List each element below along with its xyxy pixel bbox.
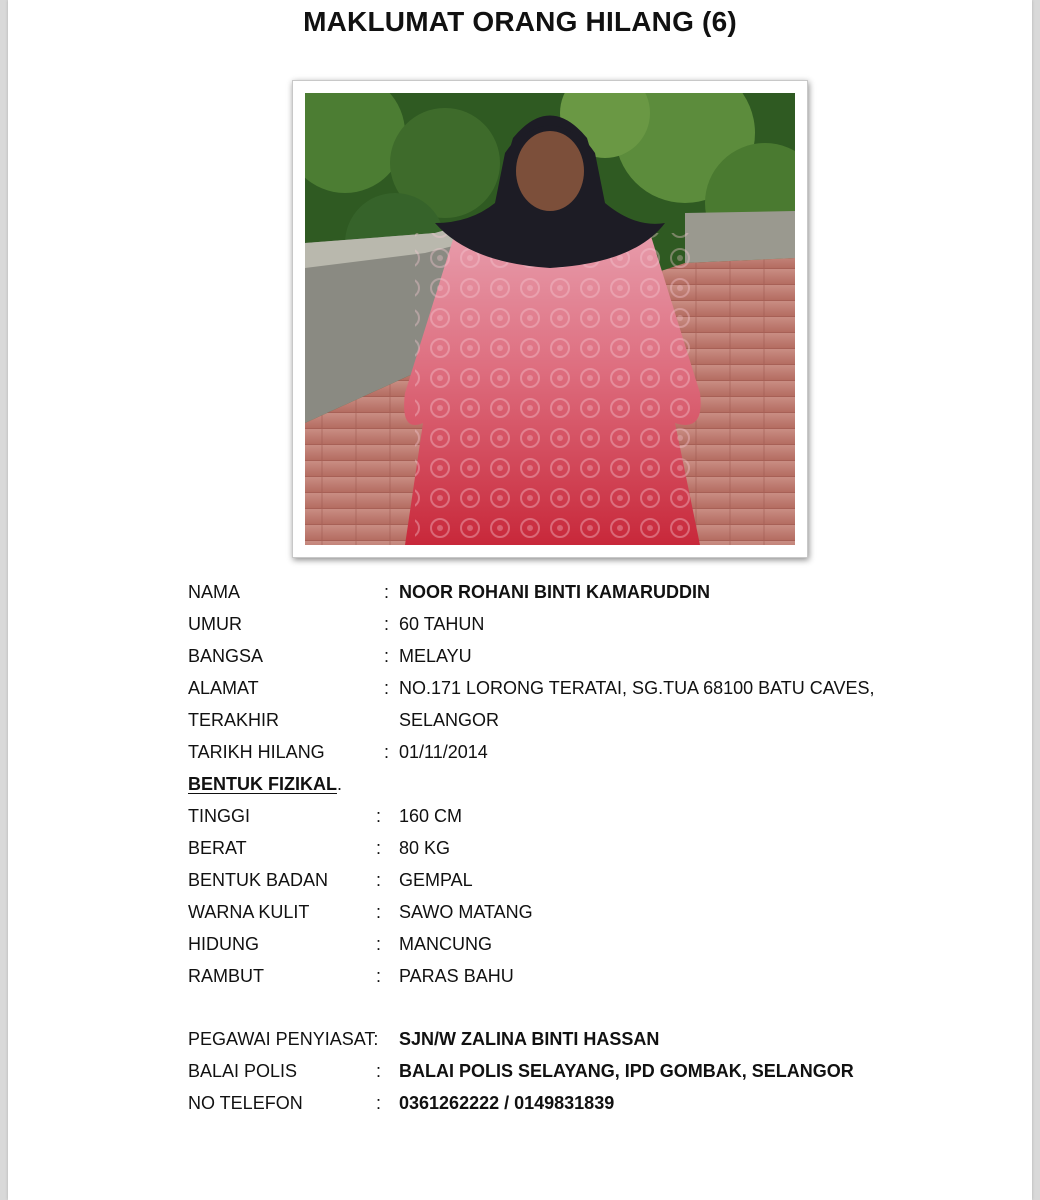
rambut-label: RAMBUT: [188, 966, 264, 986]
document-page: [8, 0, 1032, 1200]
alamat-value: NO.171 LORONG TERATAI, SG.TUA 68100 BATU CAVES,: [399, 678, 875, 698]
separator: :: [376, 934, 382, 954]
page-title: MAKLUMAT ORANG HILANG (6): [303, 6, 737, 37]
hidung-value: MANCUNG: [399, 934, 492, 954]
nama-value: NOOR ROHANI BINTI KAMARUDDIN: [399, 582, 710, 602]
balai-value: BALAI POLIS SELAYANG, IPD GOMBAK, SELANGOR: [399, 1061, 854, 1081]
berat-value: 80 KG: [399, 838, 451, 858]
umur-label: UMUR: [188, 614, 242, 634]
separator: :: [384, 678, 390, 698]
telefon-value: 0361262222 / 0149831839: [399, 1093, 615, 1113]
separator: :: [376, 870, 382, 890]
tarikh-hilang-value: 01/11/2014: [399, 742, 488, 762]
warna-kulit-value: SAWO MATANG: [399, 902, 533, 922]
rambut-value: PARAS BAHU: [399, 966, 514, 986]
tinggi-label: TINGGI: [188, 806, 250, 826]
separator: :: [384, 582, 390, 602]
separator: :: [376, 1061, 382, 1081]
separator: :: [384, 646, 390, 666]
umur-value: 60 TAHUN: [399, 614, 485, 634]
separator: :: [376, 902, 382, 922]
tarikh-hilang-label: TARIKH HILANG: [188, 742, 325, 762]
terakhir-value: SELANGOR: [399, 710, 500, 730]
bangsa-value: MELAYU: [399, 646, 472, 666]
missing-person-photo: [305, 93, 795, 545]
separator: :: [384, 742, 390, 762]
warna-kulit-label: WARNA KULIT: [188, 902, 310, 922]
physical-heading-suffix: .: [336, 774, 342, 794]
pegawai-label: PEGAWAI PENYIASAT:: [188, 1029, 379, 1049]
separator: :: [376, 806, 382, 826]
bangsa-label: BANGSA: [188, 646, 264, 666]
nama-label: NAMA: [188, 582, 241, 602]
telefon-label: NO TELEFON: [188, 1093, 303, 1113]
bentuk-badan-label: BENTUK BADAN: [188, 870, 329, 890]
physical-heading: [188, 772, 342, 796]
separator: :: [376, 966, 382, 986]
separator: :: [376, 838, 382, 858]
separator: :: [384, 614, 390, 634]
tinggi-value: 160 CM: [399, 806, 463, 826]
berat-label: BERAT: [188, 838, 247, 858]
terakhir-label: TERAKHIR: [188, 710, 280, 730]
alamat-label: ALAMAT: [188, 678, 259, 698]
pegawai-value: SJN/W ZALINA BINTI HASSAN: [399, 1029, 660, 1049]
physical-heading-text: BENTUK FIZIKAL: [188, 774, 337, 794]
hidung-label: HIDUNG: [188, 934, 259, 954]
photo-frame: [292, 80, 808, 558]
balai-label: BALAI POLIS: [188, 1061, 298, 1081]
separator: :: [376, 1093, 382, 1113]
bentuk-badan-value: GEMPAL: [399, 870, 473, 890]
